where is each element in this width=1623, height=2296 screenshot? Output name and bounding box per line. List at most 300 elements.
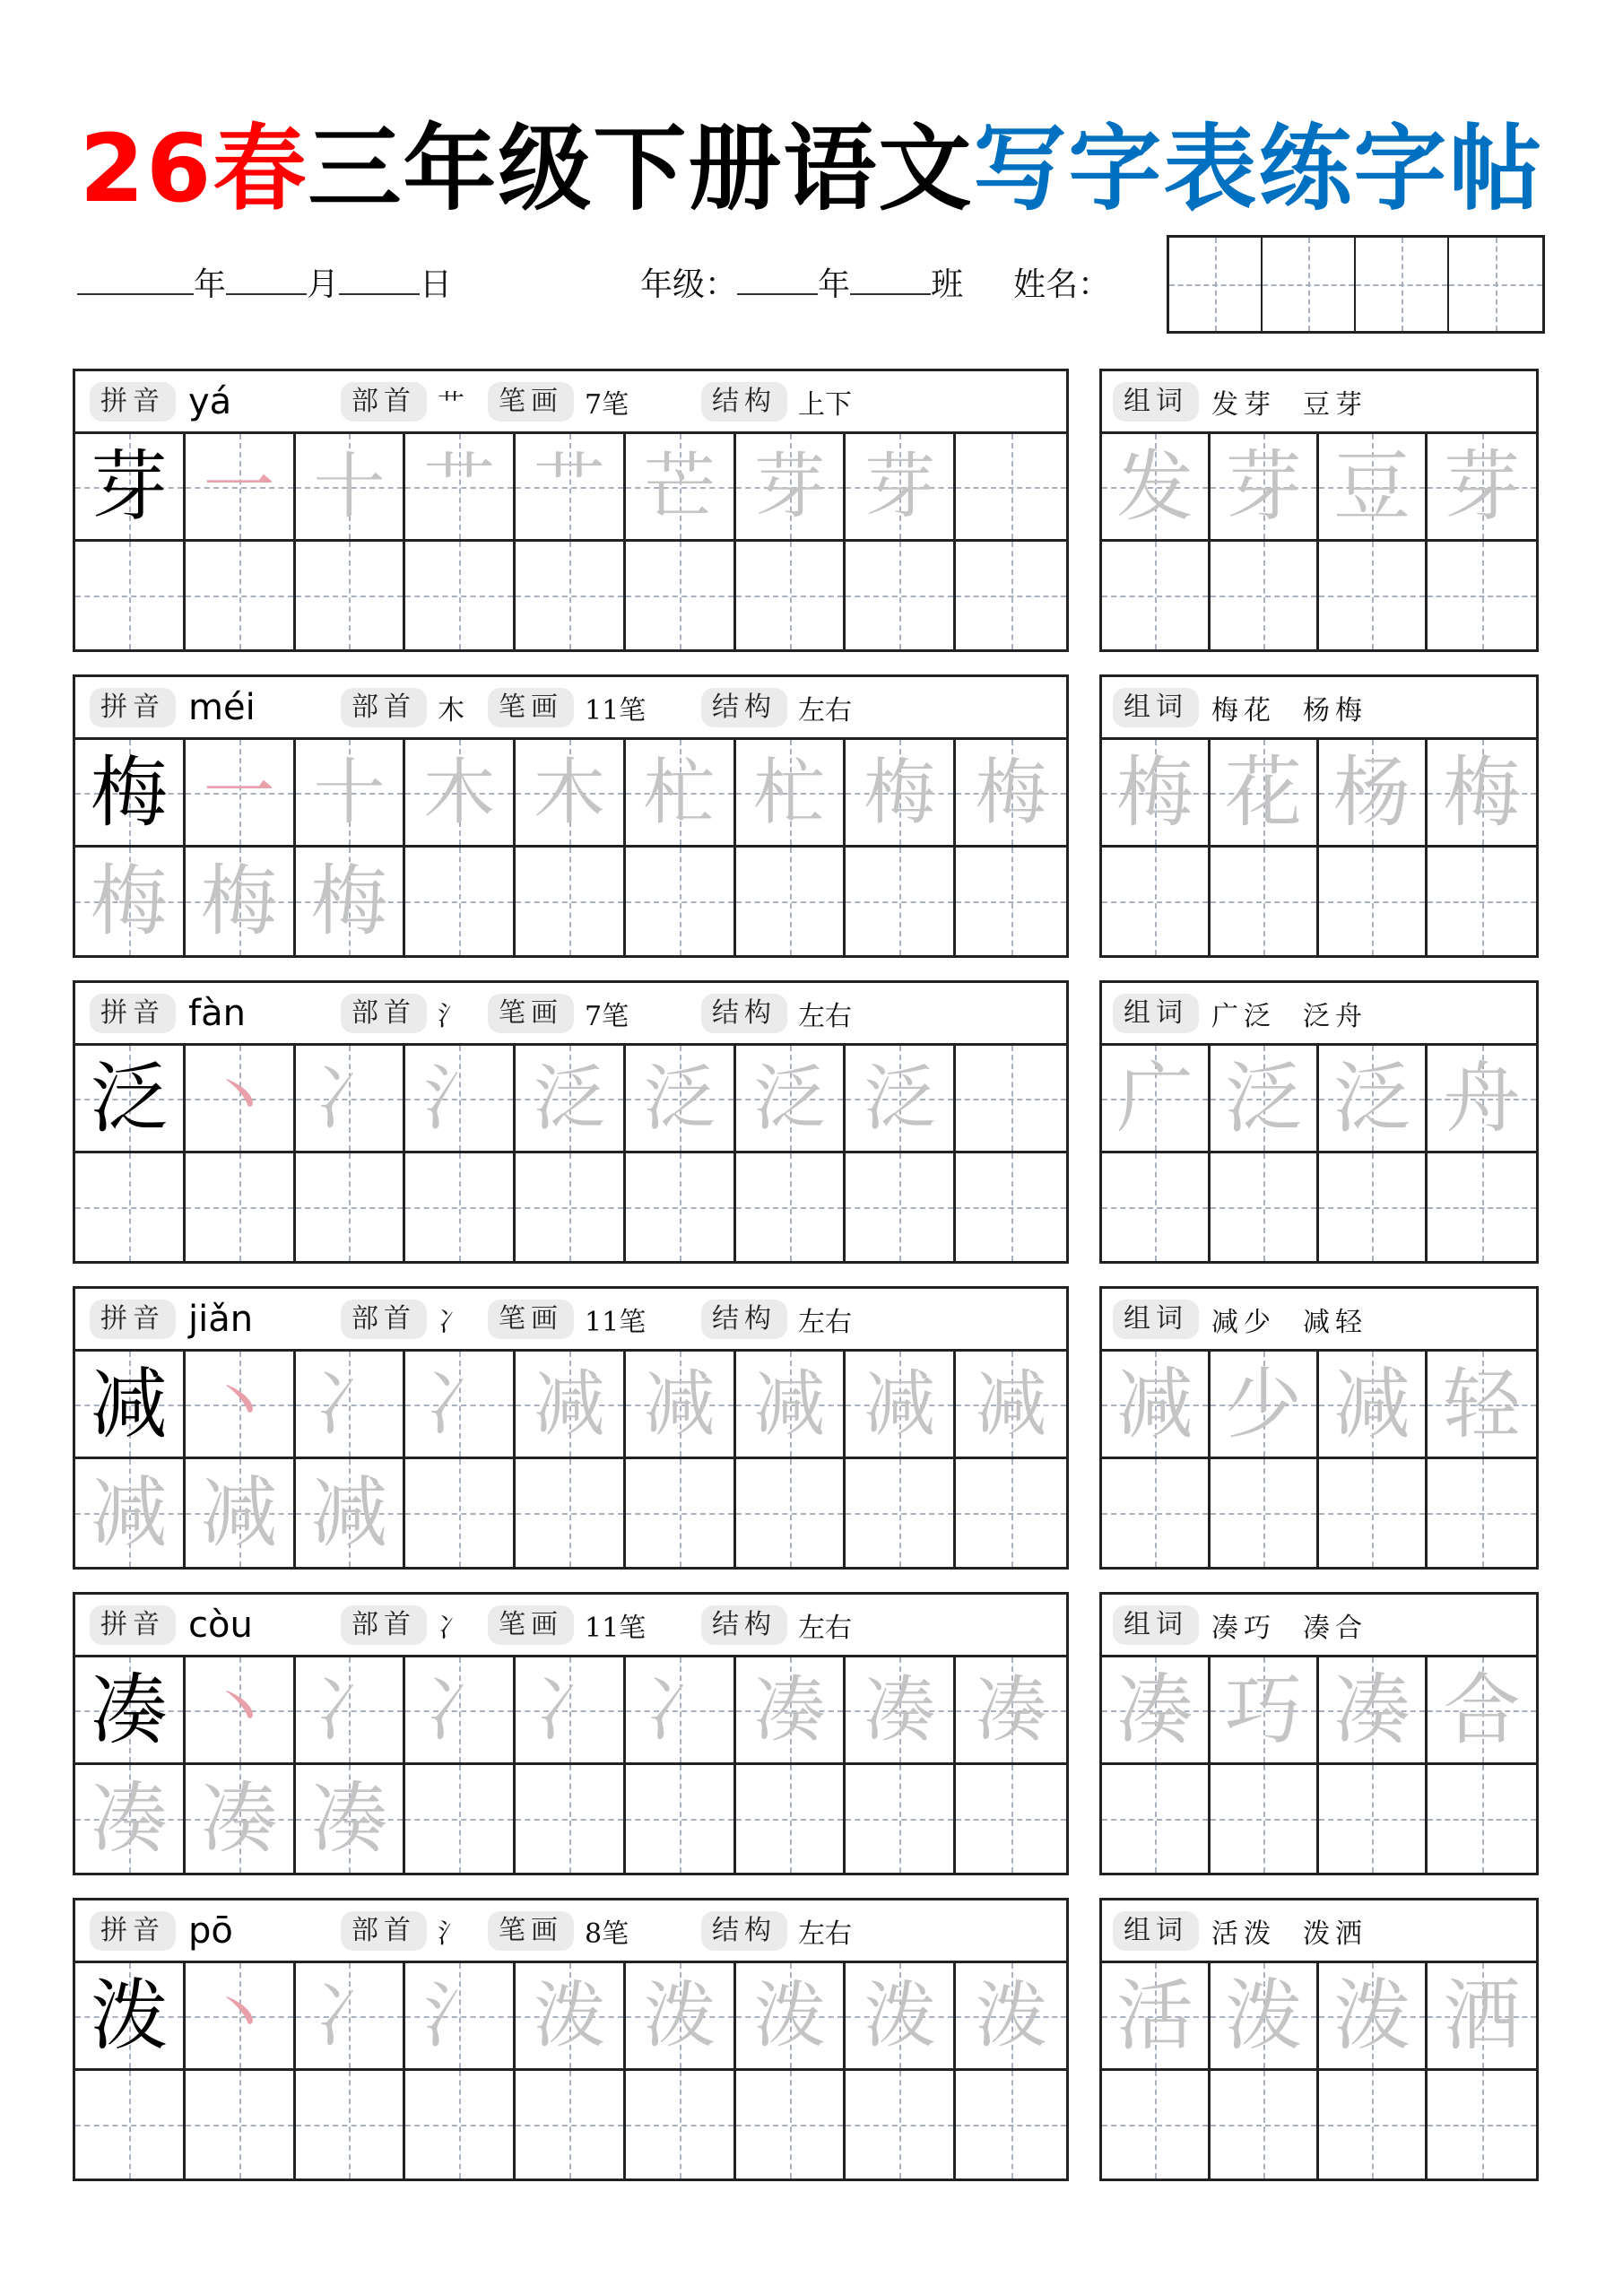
word-1: 活泼 [1211,1918,1276,1950]
word-writing-cell[interactable] [1319,1352,1428,1459]
writing-cell[interactable] [956,1963,1066,2071]
year-blank[interactable] [77,266,194,295]
stroke-order-step: 芽 [864,444,936,528]
word-writing-cell[interactable] [1319,1459,1428,1567]
word-writing-cell[interactable] [1428,434,1536,542]
stroke-order-step: 减 [975,1361,1047,1446]
page-title [0,115,1623,222]
word-trace-character: 活 [1116,1970,1193,2061]
writing-cell[interactable] [846,434,956,542]
pinyin-value: méi [188,686,256,728]
writing-cell[interactable] [186,1459,296,1567]
word-writing-cell[interactable] [1102,1459,1211,1567]
stroke-order-step: 泼 [975,1973,1047,2057]
practice-grid [75,1046,1066,1261]
word-writing-cell[interactable] [1428,2071,1536,2179]
trace-character: 凑 [90,1774,168,1864]
structure-value: 上下 [798,388,852,421]
writing-cell[interactable] [516,740,626,848]
word-trace-character: 舟 [1443,1053,1521,1144]
model-character: 凑 [90,1665,168,1755]
stroke-order-step: 丶 [203,1973,275,2057]
writing-cell[interactable] [846,1153,956,1261]
writing-cell[interactable] [736,434,846,542]
stroke-order-step: 泼 [643,1973,716,2057]
trace-character: 凑 [200,1774,278,1864]
writing-cell[interactable] [846,1352,956,1459]
writing-cell[interactable] [186,542,296,649]
stroke-order-step: 木 [423,750,496,834]
day-label: 日 [420,266,453,303]
structure-tag: 结构 [701,1605,787,1645]
writing-cell[interactable] [516,1046,626,1153]
writing-cell[interactable] [516,1153,626,1261]
word-trace-character: 凑 [1116,1665,1193,1755]
word-trace-character: 泼 [1225,1970,1302,2061]
writing-cell[interactable] [405,1352,516,1459]
writing-cell[interactable] [626,1459,736,1567]
name-box[interactable] [1449,238,1542,331]
stroke-order-step: 泛 [533,1056,605,1140]
word-practice-block [1099,980,1539,1264]
grade-label: 年级： [640,266,738,303]
writing-cell[interactable] [956,740,1066,848]
writing-cell[interactable] [626,1046,736,1153]
practice-grid [75,1657,1066,1873]
word-writing-cell[interactable] [1319,1046,1428,1153]
word-writing-cell[interactable] [1211,740,1319,848]
day-blank[interactable] [339,266,420,295]
writing-cell[interactable] [75,1046,186,1153]
word-1: 凑巧 [1211,1612,1276,1644]
writing-cell[interactable] [736,1765,846,1873]
writing-cell[interactable] [75,542,186,649]
writing-cell[interactable] [186,1153,296,1261]
stroke-order-step: 一 [203,444,275,528]
trace-character: 梅 [90,857,168,946]
model-character: 泛 [90,1053,168,1144]
word-writing-cell[interactable] [1319,542,1428,649]
writing-cell[interactable] [956,2071,1066,2179]
writing-cell[interactable] [736,740,846,848]
stroke-order-step: 凑 [864,1667,936,1752]
writing-cell[interactable] [956,1352,1066,1459]
writing-cell[interactable] [296,1046,406,1153]
stroke-order-step: 一 [203,750,275,834]
word-practice-block [1099,1286,1539,1570]
writing-cell[interactable] [736,848,846,955]
word-writing-cell[interactable] [1319,740,1428,848]
writing-cell[interactable] [626,434,736,542]
word-writing-cell[interactable] [1102,1963,1211,2071]
writing-cell[interactable] [405,2071,516,2179]
writing-cell[interactable] [186,740,296,848]
writing-cell[interactable] [626,740,736,848]
writing-cell[interactable] [296,542,406,649]
writing-cell[interactable] [626,1765,736,1873]
pinyin-tag: 拼音 [90,1300,176,1339]
words-tag: 组词 [1113,1605,1199,1645]
char-info-header [75,1289,1066,1352]
word-1: 发芽 [1211,388,1276,421]
writing-cell[interactable] [405,1765,516,1873]
word-2: 减轻 [1303,1306,1367,1338]
word-trace-character: 减 [1333,1359,1410,1449]
structure-tag: 结构 [701,1300,787,1339]
writing-cell[interactable] [736,1657,846,1765]
word-writing-cell[interactable] [1102,1046,1211,1153]
word-trace-character: 杨 [1333,747,1410,838]
pinyin-tag: 拼音 [90,1605,176,1645]
pinyin-value: pō [188,1909,233,1952]
radical-tag: 部首 [341,382,427,422]
structure-value: 左右 [798,1306,852,1338]
word-grid [1102,1963,1536,2179]
student-info-line [77,265,1110,305]
writing-cell[interactable] [405,1963,516,2071]
writing-cell[interactable] [296,434,406,542]
writing-cell[interactable] [186,434,296,542]
writing-cell[interactable] [186,1657,296,1765]
stroke-order-step: 冫 [423,1361,496,1446]
stroke-order-step: 泼 [753,1973,826,2057]
writing-cell[interactable] [626,1352,736,1459]
char-info-header [75,371,1066,434]
writing-cell[interactable] [516,848,626,955]
writing-cell[interactable] [405,542,516,649]
strokes-value: 11笔 [585,1306,647,1338]
word-writing-cell[interactable] [1428,1352,1536,1459]
writing-cell[interactable] [75,1657,186,1765]
word-trace-character: 花 [1225,747,1302,838]
word-writing-cell[interactable] [1319,1963,1428,2071]
word-writing-cell[interactable] [1428,1657,1536,1765]
word-trace-character: 巧 [1225,1665,1302,1755]
stroke-practice-block [73,1898,1069,2181]
word-writing-cell[interactable] [1102,1352,1211,1459]
writing-cell[interactable] [846,1459,956,1567]
writing-cell[interactable] [296,740,406,848]
stroke-order-step: 泼 [864,1973,936,2057]
writing-cell[interactable] [75,1963,186,2071]
writing-cell[interactable] [516,2071,626,2179]
word-writing-cell[interactable] [1428,1963,1536,2071]
strokes-tag: 笔画 [488,994,574,1033]
word-grid [1102,1046,1536,1261]
writing-cell[interactable] [846,740,956,848]
strokes-tag: 笔画 [488,1911,574,1951]
name-box[interactable] [1356,238,1449,331]
word-trace-character: 梅 [1116,747,1193,838]
writing-cell[interactable] [405,740,516,848]
word-writing-cell[interactable] [1102,2071,1211,2179]
writing-cell[interactable] [626,1963,736,2071]
word-2: 泛舟 [1303,1000,1367,1032]
writing-cell[interactable] [846,1765,956,1873]
writing-cell[interactable] [956,1153,1066,1261]
writing-cell[interactable] [405,1046,516,1153]
stroke-practice-block [73,1286,1069,1570]
strokes-tag: 笔画 [488,1300,574,1339]
word-2: 豆芽 [1303,388,1367,421]
writing-cell[interactable] [186,1352,296,1459]
strokes-value: 11笔 [585,694,647,726]
title-grade: 三年级下册语文 [308,114,974,223]
word-practice-block [1099,369,1539,652]
writing-cell[interactable] [75,740,186,848]
word-writing-cell[interactable] [1319,1657,1428,1765]
writing-cell[interactable] [956,848,1066,955]
structure-value: 左右 [798,1612,852,1644]
word-writing-cell[interactable] [1319,434,1428,542]
stroke-order-step: 丶 [203,1056,275,1140]
writing-cell[interactable] [186,848,296,955]
name-box[interactable] [1169,238,1263,331]
writing-cell[interactable] [736,1963,846,2071]
word-writing-cell[interactable] [1211,2071,1319,2179]
pinyin-value: jiǎn [188,1298,254,1340]
practice-grid [75,434,1066,649]
word-writing-cell[interactable] [1428,1153,1536,1261]
stroke-practice-block [73,369,1069,652]
writing-cell[interactable] [186,1765,296,1873]
word-writing-cell[interactable] [1428,1046,1536,1153]
writing-cell[interactable] [956,1657,1066,1765]
word-writing-cell[interactable] [1211,542,1319,649]
strokes-value: 11笔 [585,1612,647,1644]
radical-value: 氵 [438,1918,464,1950]
writing-cell[interactable] [186,1046,296,1153]
word-writing-cell[interactable] [1211,1046,1319,1153]
word-1: 广泛 [1211,1000,1276,1032]
writing-cell[interactable] [626,2071,736,2179]
writing-cell[interactable] [405,434,516,542]
class-blank[interactable] [850,266,931,295]
writing-cell[interactable] [186,2071,296,2179]
writing-cell[interactable] [736,1459,846,1567]
word-writing-cell[interactable] [1319,848,1428,955]
writing-cell[interactable] [516,1963,626,2071]
word-writing-cell[interactable] [1102,848,1211,955]
word-writing-cell[interactable] [1102,740,1211,848]
practice-grid [75,1963,1066,2179]
stroke-order-step: 泛 [864,1056,936,1140]
word-writing-cell[interactable] [1211,1352,1319,1459]
stroke-order-step: 杧 [643,750,716,834]
word-writing-cell[interactable] [1102,1657,1211,1765]
class-label: 班 [931,266,964,303]
word-trace-character: 泛 [1333,1053,1410,1144]
stroke-order-step: 梅 [975,750,1047,834]
writing-cell[interactable] [296,1963,406,2071]
word-writing-cell[interactable] [1428,740,1536,848]
month-blank[interactable] [226,266,307,295]
stroke-order-step: 氵 [423,1973,496,2057]
word-writing-cell[interactable] [1211,1765,1319,1873]
writing-cell[interactable] [75,1459,186,1567]
word-writing-cell[interactable] [1211,1963,1319,2071]
word-writing-cell[interactable] [1102,1765,1211,1873]
name-box[interactable] [1263,238,1356,331]
words-header [1102,1900,1536,1963]
word-trace-character: 轻 [1443,1359,1521,1449]
stroke-order-step: 艹 [533,444,605,528]
writing-cell[interactable] [516,1765,626,1873]
radical-tag: 部首 [341,994,427,1033]
word-trace-character: 芽 [1225,441,1302,532]
word-grid [1102,1352,1536,1567]
writing-cell[interactable] [846,1046,956,1153]
writing-cell[interactable] [75,2071,186,2179]
word-writing-cell[interactable] [1319,1765,1428,1873]
writing-cell[interactable] [626,848,736,955]
strokes-tag: 笔画 [488,1605,574,1645]
word-1: 梅花 [1211,694,1276,726]
writing-cell[interactable] [75,1153,186,1261]
word-writing-cell[interactable] [1211,1459,1319,1567]
words-header [1102,983,1536,1046]
writing-cell[interactable] [846,2071,956,2179]
words-header [1102,1595,1536,1657]
writing-cell[interactable] [956,1459,1066,1567]
grade-year-blank[interactable] [737,266,818,295]
word-writing-cell[interactable] [1211,1153,1319,1261]
writing-cell[interactable] [626,542,736,649]
pinyin-value: fàn [188,992,246,1034]
word-writing-cell[interactable] [1102,542,1211,649]
writing-cell[interactable] [75,1352,186,1459]
words-header [1102,1289,1536,1352]
word-writing-cell[interactable] [1102,434,1211,542]
title-year: 26春 [79,114,308,223]
char-info-header [75,1595,1066,1657]
word-writing-cell[interactable] [1102,1153,1211,1261]
writing-cell[interactable] [516,542,626,649]
writing-cell[interactable] [405,1657,516,1765]
structure-value: 左右 [798,1918,852,1950]
word-writing-cell[interactable] [1319,1153,1428,1261]
trace-character: 梅 [310,857,388,946]
writing-cell[interactable] [296,2071,406,2179]
word-trace-character: 泼 [1333,1970,1410,2061]
radical-value: 艹 [438,388,464,421]
radical-tag: 部首 [341,688,427,727]
word-trace-character: 芽 [1443,441,1521,532]
name-writing-boxes [1167,235,1545,334]
word-writing-cell[interactable] [1428,542,1536,649]
stroke-order-step: 泼 [533,1973,605,2057]
stroke-order-step: 梅 [864,750,936,834]
structure-tag: 结构 [701,994,787,1033]
writing-cell[interactable] [296,848,406,955]
word-writing-cell[interactable] [1211,1657,1319,1765]
strokes-value: 7笔 [585,388,629,421]
char-info-header [75,677,1066,740]
writing-cell[interactable] [516,1459,626,1567]
trace-character: 凑 [310,1774,388,1864]
pinyin-tag: 拼音 [90,994,176,1033]
writing-cell[interactable] [846,1657,956,1765]
writing-cell[interactable] [296,1459,406,1567]
writing-cell[interactable] [956,542,1066,649]
word-writing-cell[interactable] [1428,848,1536,955]
writing-cell[interactable] [846,542,956,649]
writing-cell[interactable] [736,1046,846,1153]
word-trace-character: 凑 [1333,1665,1410,1755]
char-info-header [75,983,1066,1046]
writing-cell[interactable] [296,1657,406,1765]
words-header [1102,371,1536,434]
writing-cell[interactable] [296,1352,406,1459]
words-tag: 组词 [1113,994,1199,1033]
writing-cell[interactable] [75,1765,186,1873]
word-writing-cell[interactable] [1319,2071,1428,2179]
words-header [1102,677,1536,740]
word-trace-character: 减 [1116,1359,1193,1449]
writing-cell[interactable] [956,1046,1066,1153]
practice-grid [75,1352,1066,1567]
word-writing-cell[interactable] [1428,1459,1536,1567]
word-trace-character: 发 [1116,441,1193,532]
words-tag: 组词 [1113,382,1199,422]
writing-cell[interactable] [405,1459,516,1567]
writing-cell[interactable] [75,848,186,955]
stroke-order-step: 泛 [643,1056,716,1140]
writing-cell[interactable] [186,1963,296,2071]
trace-character: 减 [90,1468,168,1558]
word-writing-cell[interactable] [1428,1765,1536,1873]
strokes-tag: 笔画 [488,382,574,422]
writing-cell[interactable] [75,434,186,542]
writing-cell[interactable] [956,434,1066,542]
word-trace-character: 泛 [1225,1053,1302,1144]
stroke-order-step: 凑 [975,1667,1047,1752]
structure-tag: 结构 [701,688,787,727]
model-character: 芽 [90,441,168,532]
word-writing-cell[interactable] [1211,848,1319,955]
pinyin-tag: 拼音 [90,382,176,422]
writing-cell[interactable] [736,1153,846,1261]
structure-value: 左右 [798,1000,852,1032]
words-tag: 组词 [1113,688,1199,727]
word-practice-block [1099,1898,1539,2181]
word-writing-cell[interactable] [1211,434,1319,542]
writing-cell[interactable] [516,1352,626,1459]
writing-cell[interactable] [626,1153,736,1261]
writing-cell[interactable] [405,848,516,955]
structure-tag: 结构 [701,382,787,422]
writing-cell[interactable] [296,1153,406,1261]
word-trace-character: 梅 [1443,747,1521,838]
words-tag: 组词 [1113,1300,1199,1339]
writing-cell[interactable] [736,2071,846,2179]
word-grid [1102,740,1536,955]
writing-cell[interactable] [516,434,626,542]
writing-cell[interactable] [736,1352,846,1459]
writing-cell[interactable] [846,848,956,955]
stroke-order-step: 冫 [643,1667,716,1752]
stroke-order-step: 丶 [203,1667,275,1752]
writing-cell[interactable] [956,1765,1066,1873]
writing-cell[interactable] [736,542,846,649]
radical-value: 冫 [438,1612,464,1644]
writing-cell[interactable] [846,1963,956,2071]
model-character: 泼 [90,1970,168,2061]
writing-cell[interactable] [626,1657,736,1765]
writing-cell[interactable] [516,1657,626,1765]
writing-cell[interactable] [405,1153,516,1261]
writing-cell[interactable] [296,1765,406,1873]
